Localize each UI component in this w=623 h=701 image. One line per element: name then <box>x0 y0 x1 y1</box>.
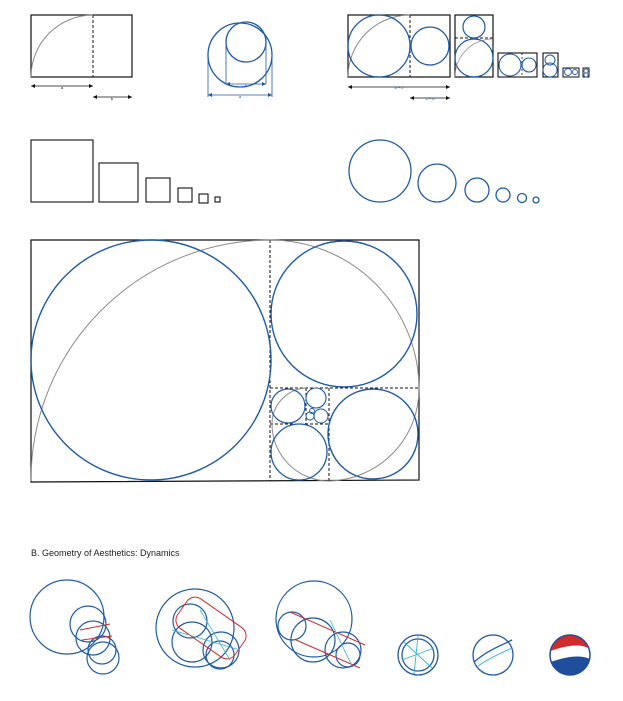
label-b-plus-b: b + b <box>425 96 435 101</box>
label-a-plus-b: a + b <box>394 85 404 90</box>
pepsi-globe-logo <box>548 633 592 677</box>
large-golden-rectangle <box>31 240 419 482</box>
label-a-circle: a <box>238 94 242 99</box>
decreasing-circles <box>349 140 539 203</box>
dynamics-figure-4 <box>398 635 438 675</box>
circle-pair-dimension <box>208 22 272 99</box>
label-b-circle: b <box>244 83 248 88</box>
dynamics-figure-2 <box>156 589 250 669</box>
golden-rectangle-construction <box>31 15 132 101</box>
section-b-title: B. Geometry of Aesthetics: Dynamics <box>31 548 180 558</box>
label-a: a <box>60 85 64 90</box>
golden-rectangle-circles-sequence <box>348 15 589 101</box>
dynamics-figure-1 <box>30 580 119 674</box>
label-b: b <box>110 96 114 101</box>
decreasing-squares <box>31 140 220 203</box>
dynamics-figure-5 <box>473 635 513 675</box>
dynamics-figure-3 <box>276 581 365 668</box>
